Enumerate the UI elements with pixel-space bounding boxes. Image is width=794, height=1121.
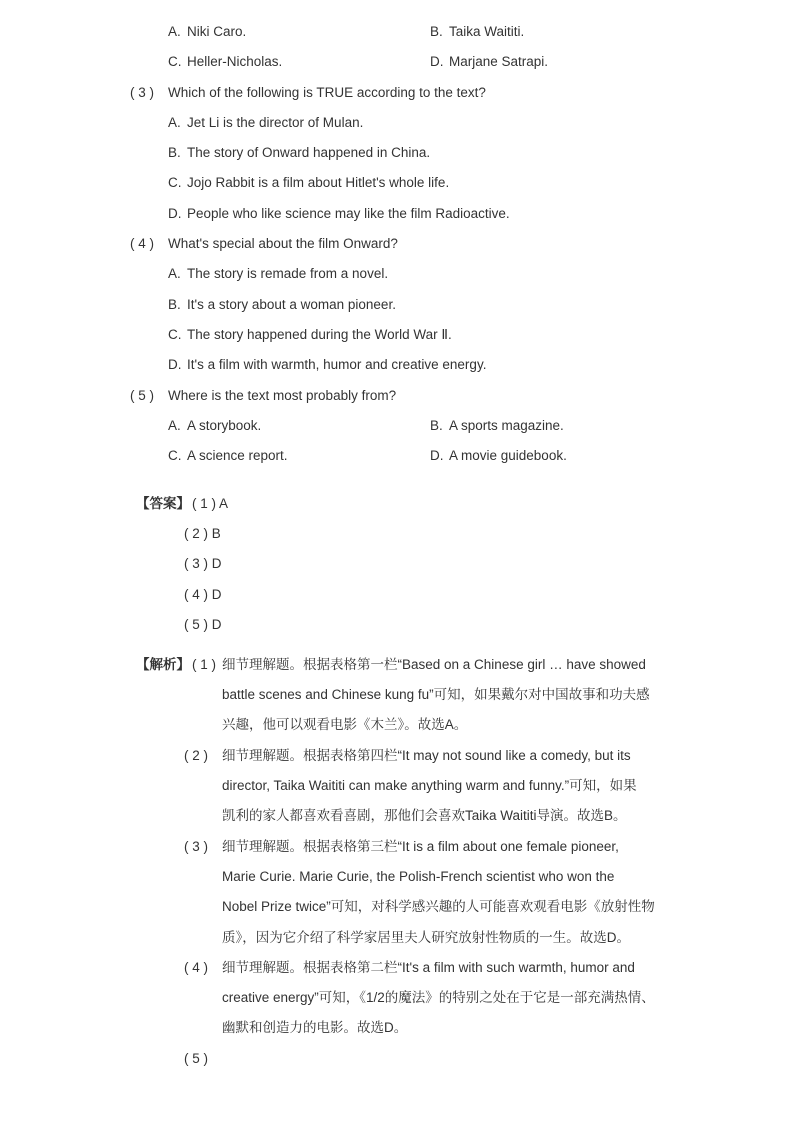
answer-item: ( 2 ) B bbox=[184, 526, 221, 541]
q5-option-d: D. A movie guidebook. bbox=[430, 448, 567, 463]
explanation-text: 细节理解题。根据表格第四栏“It may not sound like a comedy, but its bbox=[222, 748, 631, 763]
answer-item: ( 4 ) D bbox=[184, 587, 222, 602]
explanation-text: 兴趣，他可以观看电影《木兰》。故选A。 bbox=[222, 717, 468, 732]
answer-label: 【答案】 bbox=[136, 496, 190, 511]
explanation-text: creative energy”可知，《1/2的魔法》的特别之处在于它是一部充满热情、 bbox=[222, 990, 655, 1005]
explanation-text: 质》，因为它介绍了科学家居里夫人研究放射性物质的一生。故选D。 bbox=[222, 930, 630, 945]
question-text: Where is the text most probably from? bbox=[168, 388, 397, 403]
question-text: Which of the following is TRUE according to the text? bbox=[168, 85, 486, 100]
explanation-text: battle scenes and Chinese kung fu”可知，如果戴尔对中国故事和功夫感 bbox=[222, 687, 650, 702]
explanation-text: 细节理解题。根据表格第二栏“It's a film with such warmth, humor and bbox=[222, 960, 635, 975]
q2-option-d: D. Marjane Satrapi. bbox=[430, 54, 549, 69]
q2-option-c: C. Heller-Nicholas. bbox=[168, 54, 283, 69]
explanation-number: ( 5 ) bbox=[184, 1051, 209, 1066]
explanation-text: Nobel Prize twice”可知，对科学感兴趣的人可能喜欢观看电影《放射性物 bbox=[222, 899, 655, 914]
explanation-text: 幽默和创造力的电影。故选D。 bbox=[222, 1020, 408, 1035]
answer-item: ( 3 ) D bbox=[184, 556, 222, 571]
answer-item: ( 5 ) D bbox=[184, 617, 222, 632]
explanation-label: 【解析】 bbox=[136, 657, 190, 672]
explanation-text: director, Taika Waititi can make anything warm and funny.”可知，如果 bbox=[222, 778, 637, 793]
explanation-number: ( 3 ) bbox=[184, 839, 209, 854]
question-number: ( 4 ) bbox=[130, 236, 155, 251]
explanation-text: 凯利的家人都喜欢看喜剧，那他们会喜欢Taika Waititi导演。故选B。 bbox=[222, 808, 627, 823]
q5-option-a: A. A storybook. bbox=[168, 418, 262, 433]
explanation-text: 细节理解题。根据表格第三栏“It is a film about one female pioneer, bbox=[222, 839, 619, 854]
q2-option-b: B. Taika Waititi. bbox=[430, 24, 525, 39]
q5-option-b: B. A sports magazine. bbox=[430, 418, 564, 433]
question-text: What's special about the film Onward? bbox=[168, 236, 398, 251]
explanation-number: ( 4 ) bbox=[184, 960, 209, 975]
explanation-number: ( 1 ) bbox=[192, 657, 217, 672]
explanation-text: 细节理解题。根据表格第一栏“Based on a Chinese girl … have showed bbox=[222, 657, 646, 672]
question-number: ( 3 ) bbox=[130, 85, 155, 100]
question-number: ( 5 ) bbox=[130, 388, 155, 403]
explanation-text: Marie Curie. Marie Curie, the Polish-French scientist who won the bbox=[222, 869, 615, 884]
explanation-number: ( 2 ) bbox=[184, 748, 209, 763]
q2-option-a: A. Niki Caro. bbox=[168, 24, 247, 39]
answer-item: ( 1 ) A bbox=[192, 496, 229, 511]
q5-option-c: C. A science report. bbox=[168, 448, 288, 463]
